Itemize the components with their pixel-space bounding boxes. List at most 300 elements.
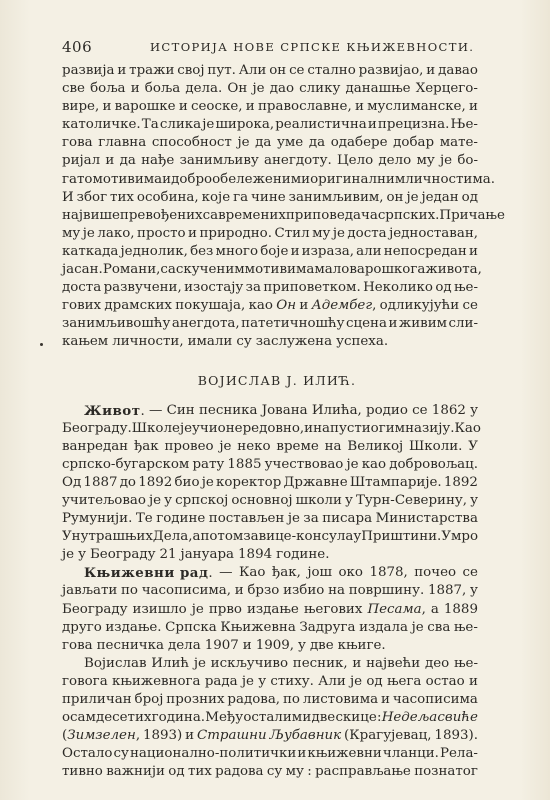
word: прво (208, 601, 242, 617)
word: Он (276, 298, 297, 314)
word: сеоске, (191, 99, 243, 115)
word: анегдота, (171, 316, 240, 332)
word: (Зимзелен, (62, 728, 141, 744)
text-line (62, 691, 478, 709)
word: занимљивошћу (62, 316, 171, 332)
word: 1878, (369, 565, 408, 581)
word: добро (171, 171, 213, 187)
word: ријал (62, 153, 101, 169)
word: Он (227, 81, 248, 97)
word: постављен (208, 511, 285, 527)
word: и (245, 99, 255, 115)
word: изишло (132, 601, 187, 617)
word: важнији (106, 764, 165, 780)
word: гова (62, 135, 93, 151)
word: које (201, 189, 231, 205)
word: Српска (165, 619, 217, 635)
word: Министарства (375, 511, 478, 527)
word: реалистична (275, 117, 367, 133)
word: Умро (441, 529, 479, 545)
word: дао (269, 81, 295, 97)
word: 1887 (83, 474, 118, 490)
text-line (62, 655, 478, 673)
text-line (62, 116, 478, 134)
word: искључиво (210, 655, 289, 671)
word: је (191, 601, 204, 617)
paragraph-zivot (62, 402, 481, 565)
word: од (168, 764, 185, 780)
text-line (62, 456, 478, 474)
word: свиће (437, 710, 478, 726)
word: уме (277, 135, 304, 151)
word: и (117, 63, 127, 78)
word: и (185, 728, 195, 744)
word: обележеним (212, 171, 302, 187)
word: издала (359, 619, 409, 635)
word: и (469, 99, 478, 115)
word: осталим (243, 710, 303, 726)
word: је (350, 673, 363, 689)
word: вице-консула (258, 529, 354, 545)
word: приповедача (285, 207, 378, 223)
word: и (468, 673, 478, 689)
word: бо- (457, 153, 478, 169)
word: је (179, 420, 193, 436)
word: и (352, 655, 362, 671)
word: као (361, 456, 387, 472)
word: и (304, 420, 314, 436)
word: у (258, 673, 267, 689)
word: он (386, 189, 404, 205)
word: Школи. (408, 438, 463, 454)
word: гимназију. (378, 420, 455, 436)
word: дела. (185, 81, 223, 97)
word: тивно (62, 764, 103, 780)
word: у (469, 583, 478, 599)
word: Од (62, 474, 82, 490)
word: потом (200, 529, 244, 545)
word: је (287, 511, 300, 527)
text-line (62, 134, 478, 152)
word: свој (177, 63, 205, 78)
word: су (113, 746, 129, 762)
text-line (62, 98, 478, 116)
word: развијао, (358, 63, 424, 78)
word: 1862 (431, 402, 466, 418)
word: боља (144, 81, 181, 97)
word: српских. (377, 207, 440, 223)
word: он (269, 63, 287, 78)
word: Великој (347, 438, 404, 454)
word: Задруга (299, 619, 356, 635)
word: нередовно, (225, 420, 305, 436)
word: познатог (414, 764, 478, 780)
word: по (121, 583, 138, 599)
word: Песама, (367, 601, 426, 617)
word: у (78, 547, 86, 563)
text-line (62, 474, 478, 492)
word: а (430, 601, 439, 617)
text-line (62, 745, 478, 763)
word: почео (414, 565, 457, 581)
word: боје (260, 243, 289, 259)
word: и (178, 99, 188, 115)
word: његових (303, 601, 363, 617)
word: Штампарије. (349, 474, 442, 490)
text-line (62, 152, 478, 170)
word: Дела, (152, 529, 193, 545)
word: је (219, 438, 232, 454)
word: учио (192, 420, 226, 436)
text-line (62, 763, 478, 781)
word: издање. (105, 619, 162, 635)
text-line (62, 727, 478, 745)
word: Те (135, 511, 153, 527)
page-body (62, 62, 505, 781)
word: осамдесетих (62, 710, 152, 726)
word: Стил (274, 225, 310, 241)
word: друго (62, 619, 102, 635)
word: сцена (346, 316, 387, 332)
word: брзо (247, 583, 280, 599)
word: просто (137, 225, 186, 241)
word: родио (366, 402, 408, 418)
word: Румунији. (62, 511, 133, 527)
word: добровољац. (389, 456, 478, 472)
word: слику (299, 81, 341, 97)
text-line (62, 225, 478, 243)
word: рада (204, 673, 238, 689)
word: у (353, 529, 362, 545)
text-line (62, 207, 505, 225)
word: говога (62, 673, 108, 689)
word: је (241, 673, 254, 689)
word: у (345, 492, 353, 508)
word: одабере (330, 135, 388, 151)
word: 1887, (427, 583, 467, 599)
heading-knjizevni-rad: Књижевни рад (84, 565, 209, 582)
word: патетичношћу (241, 316, 345, 332)
text-line (62, 297, 478, 315)
word: каткада (62, 243, 119, 259)
word: скице (335, 710, 377, 726)
word: део (424, 655, 450, 671)
word: Недеља (381, 710, 438, 726)
paragraph-works (62, 655, 478, 782)
word: : (376, 710, 382, 726)
text-line (62, 279, 478, 297)
word: Војислав (84, 655, 147, 671)
word: 21 (159, 547, 177, 563)
word: је (237, 135, 250, 151)
word: књиге. (337, 637, 386, 653)
word: листовима (302, 692, 379, 707)
text-line (62, 62, 478, 80)
text-line (62, 420, 481, 438)
word: Илића, (311, 402, 362, 418)
word: књижевнога (111, 673, 201, 689)
word: Љубавник (269, 728, 342, 744)
word: данашње (345, 81, 411, 97)
word: учитељовао (62, 492, 146, 508)
word: га (233, 189, 249, 205)
word: су (266, 764, 283, 780)
word: православне, (257, 99, 352, 115)
word: једнолик, (120, 243, 188, 259)
word: у (164, 492, 173, 508)
word: тих (187, 764, 212, 780)
word: ње- (453, 619, 478, 635)
word: Као (454, 420, 481, 436)
word: напустио (313, 420, 379, 436)
word: радова (215, 764, 264, 780)
word: Приштини. (361, 529, 442, 545)
word: коректор (215, 474, 282, 490)
page-header (62, 38, 482, 56)
word: све (62, 81, 85, 97)
text-line (62, 438, 478, 456)
word: скученим (175, 262, 245, 278)
word: песничка (96, 637, 165, 653)
word: време (276, 438, 319, 454)
word: један (421, 189, 459, 205)
word: и (290, 243, 300, 259)
word: је (440, 153, 453, 169)
word: гових (62, 298, 102, 314)
word: ђак (133, 438, 159, 454)
word: је (82, 225, 95, 241)
word: му (312, 225, 331, 241)
word: година. (151, 710, 206, 726)
word: израза, (301, 243, 354, 259)
word: мате- (439, 135, 478, 151)
text-line (62, 492, 478, 510)
word: и (242, 637, 252, 653)
ink-speck (40, 343, 43, 346)
word: 1893) (142, 728, 183, 744)
text-line (62, 243, 478, 261)
word: године. (276, 547, 330, 563)
word: да (255, 135, 272, 151)
word: Та (141, 117, 159, 133)
word: је (411, 619, 424, 635)
word: часописима (392, 692, 478, 707)
word: Остало (62, 746, 113, 762)
word: личностима. (405, 171, 496, 187)
word: Унутрашњих (62, 529, 153, 545)
word: занимљивим, (288, 189, 384, 205)
text-line (62, 619, 478, 637)
word: живота, (425, 262, 482, 278)
word: и (297, 746, 307, 762)
paragraph-continuation (62, 62, 505, 352)
word: по (282, 692, 300, 707)
word: и (301, 171, 311, 187)
word: за (303, 511, 319, 527)
word: али (356, 243, 382, 259)
paragraph-knjizevni-rad (62, 564, 478, 654)
word: муслиманске, (367, 99, 466, 115)
word: ванредан (62, 438, 129, 454)
word: Књижевни рад. (84, 565, 213, 582)
word: књижевни (307, 746, 382, 762)
word: 1907 (204, 637, 239, 653)
word: Школе (131, 420, 180, 436)
word: маловарошкога (314, 262, 426, 278)
word: У (468, 438, 478, 454)
word: су (236, 334, 252, 350)
word: био (174, 474, 200, 490)
word: Романи, (102, 262, 161, 278)
word: основној (231, 492, 293, 508)
word: је (193, 655, 206, 671)
running-title: ИСТОРИЈА НОВЕ СРПСКЕ КЊИЖЕВНОСТИ. (150, 40, 475, 54)
word: доста (347, 225, 387, 241)
word: непосредан (383, 243, 467, 259)
word: му (416, 153, 435, 169)
word: стиху. (270, 673, 314, 689)
text-line (62, 601, 478, 619)
text-line (62, 315, 478, 333)
word: и (162, 171, 172, 187)
word: му (62, 225, 81, 241)
word: Илић (151, 655, 190, 671)
word: јављати (62, 583, 118, 599)
word: и (102, 99, 112, 115)
word: 1894 (238, 547, 273, 563)
word: Страшни (196, 728, 267, 744)
word: сли- (448, 316, 478, 332)
word: око (338, 565, 363, 581)
word: Херцего- (415, 81, 478, 97)
word: оригиналним (310, 171, 406, 187)
word: савремених (202, 207, 286, 223)
word: Син (166, 402, 195, 418)
word: расправљање (315, 764, 411, 780)
word: и (381, 692, 390, 707)
word: 1889 (443, 601, 478, 617)
word: развучени, (103, 280, 182, 296)
word: због (76, 189, 108, 205)
word: и (367, 117, 377, 133)
word: прецизна. (377, 117, 450, 133)
word: без (190, 243, 214, 259)
word: највећи (366, 655, 421, 671)
word: од (435, 280, 452, 296)
word: Али (318, 673, 346, 689)
word: мотивима (92, 171, 163, 187)
word: и (426, 63, 436, 78)
word: за (245, 280, 261, 296)
word: број (134, 692, 164, 707)
word: широка, (215, 117, 275, 133)
word: 1892 (138, 474, 173, 490)
word: дела (168, 637, 201, 653)
word: је (252, 81, 265, 97)
word: Међу (205, 710, 244, 726)
word: 1909, (255, 637, 295, 653)
word: Али (238, 63, 267, 78)
word: покушаја, (175, 298, 246, 314)
word: да (308, 135, 326, 151)
word: неко (237, 438, 271, 454)
section-title: ВОЈИСЛАВ Ј. ИЛИЋ. (197, 372, 357, 388)
heading-zivot: Живот (84, 402, 141, 419)
word: до (119, 474, 136, 490)
word: њега (386, 673, 422, 689)
word: у (298, 637, 306, 653)
word: за (243, 529, 259, 545)
word: песник, (292, 655, 348, 671)
word: Јована (261, 402, 308, 418)
word: нађе (141, 153, 175, 169)
word: је (201, 474, 214, 490)
word: драмских (104, 298, 172, 314)
word: способност (151, 135, 232, 151)
word: провео (164, 438, 214, 454)
text-line (62, 673, 478, 691)
word: превођених (119, 207, 203, 223)
word: успеха. (336, 334, 389, 350)
word: се (462, 298, 478, 314)
word: (Крагујевац, (344, 728, 432, 744)
word: му (285, 764, 304, 780)
text-line (62, 637, 478, 655)
word: и (468, 243, 478, 259)
word: је (149, 492, 162, 508)
word: на (328, 583, 345, 599)
word: године (156, 511, 206, 527)
word: И (62, 189, 74, 205)
text-line (62, 261, 482, 279)
word: гова (62, 637, 93, 653)
word: дело (378, 153, 412, 169)
word: писара (322, 511, 373, 527)
word: варошке (114, 99, 176, 115)
word: 1893). (434, 728, 478, 744)
word: много (215, 243, 259, 259)
word: национално-политички (129, 746, 297, 762)
word: највише (62, 207, 120, 223)
word: јануара (180, 547, 235, 563)
word: и (188, 225, 197, 241)
word: 1885 (227, 456, 262, 472)
word: једноставан, (389, 225, 478, 241)
word: чланци. (382, 746, 439, 762)
word: учествовао (264, 456, 344, 472)
word: гато (62, 171, 93, 187)
word: од (366, 673, 383, 689)
word: је (346, 456, 359, 472)
word: и (388, 316, 398, 332)
word: Живот. (84, 402, 145, 419)
word: да (119, 153, 136, 169)
word: рату (192, 456, 225, 472)
word: и (105, 153, 115, 169)
word: се (289, 63, 305, 78)
word: издање (246, 601, 299, 617)
text-line (62, 333, 478, 351)
word: мотивима (244, 262, 315, 278)
word: је (202, 117, 215, 133)
word: Цело (336, 153, 374, 169)
word: две (311, 710, 336, 726)
word: као (248, 298, 273, 314)
word: природно. (199, 225, 272, 241)
word: српској (175, 492, 229, 508)
word: ње- (454, 280, 478, 296)
word: лако, (97, 225, 135, 241)
